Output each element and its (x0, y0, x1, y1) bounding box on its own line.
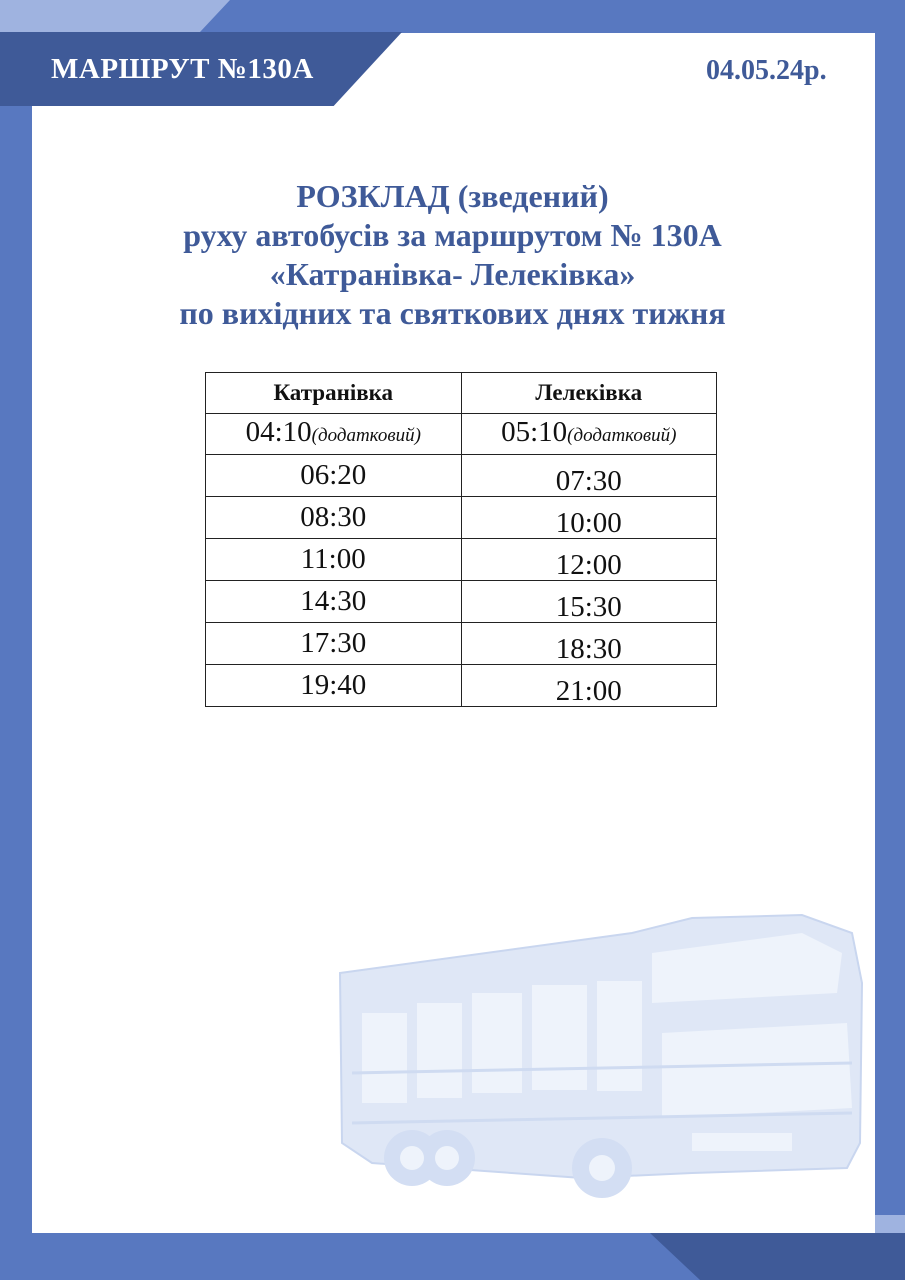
departure-time: 17:30 (206, 622, 462, 664)
route-label: МАРШРУТ №130А (51, 53, 314, 85)
additional-note: (додатковий) (311, 424, 421, 446)
departure-time: 07:30 (461, 454, 717, 496)
title-line-2: руху автобусів за маршрутом № 130А (183, 217, 722, 253)
schedule-date: 04.05.24р. (706, 55, 827, 86)
additional-note: (додатковий) (567, 424, 677, 446)
departure-time: 18:30 (461, 622, 717, 664)
column-header-lelekivka: Лелеківка (461, 373, 717, 414)
table-row (206, 580, 717, 622)
title-line-4: по вихідних та святкових днях тижня (179, 295, 726, 331)
departure-time: 12:00 (461, 538, 717, 580)
departure-time: 08:30 (206, 496, 462, 538)
table-row (206, 454, 717, 496)
schedule-table (205, 372, 717, 707)
departure-time: 21:00 (461, 664, 717, 706)
table-row (206, 538, 717, 580)
top-left-stripe-light (0, 0, 230, 32)
departure-time-cell (461, 414, 717, 455)
title-line-1: РОЗКЛАД (зведений) (296, 178, 609, 214)
bus-illustration-icon (332, 873, 872, 1213)
table-row (206, 414, 717, 455)
table-row (206, 496, 717, 538)
title-line-3: «Катранівка- Лелеківка» (269, 256, 636, 292)
page-title (0, 177, 905, 333)
departure-time: 04:10 (245, 415, 312, 448)
table-row (206, 622, 717, 664)
bottom-right-stripe-dark (650, 1233, 905, 1280)
table-header-row (206, 373, 717, 414)
departure-time: 14:30 (206, 580, 462, 622)
table-row (206, 664, 717, 706)
departure-time: 19:40 (206, 664, 462, 706)
departure-time: 10:00 (461, 496, 717, 538)
column-header-katranivka: Катранівка (206, 373, 462, 414)
departure-time: 11:00 (206, 538, 462, 580)
departure-time: 06:20 (206, 454, 462, 496)
departure-time-cell (206, 414, 462, 455)
departure-time: 15:30 (461, 580, 717, 622)
departure-time: 05:10 (501, 415, 568, 448)
